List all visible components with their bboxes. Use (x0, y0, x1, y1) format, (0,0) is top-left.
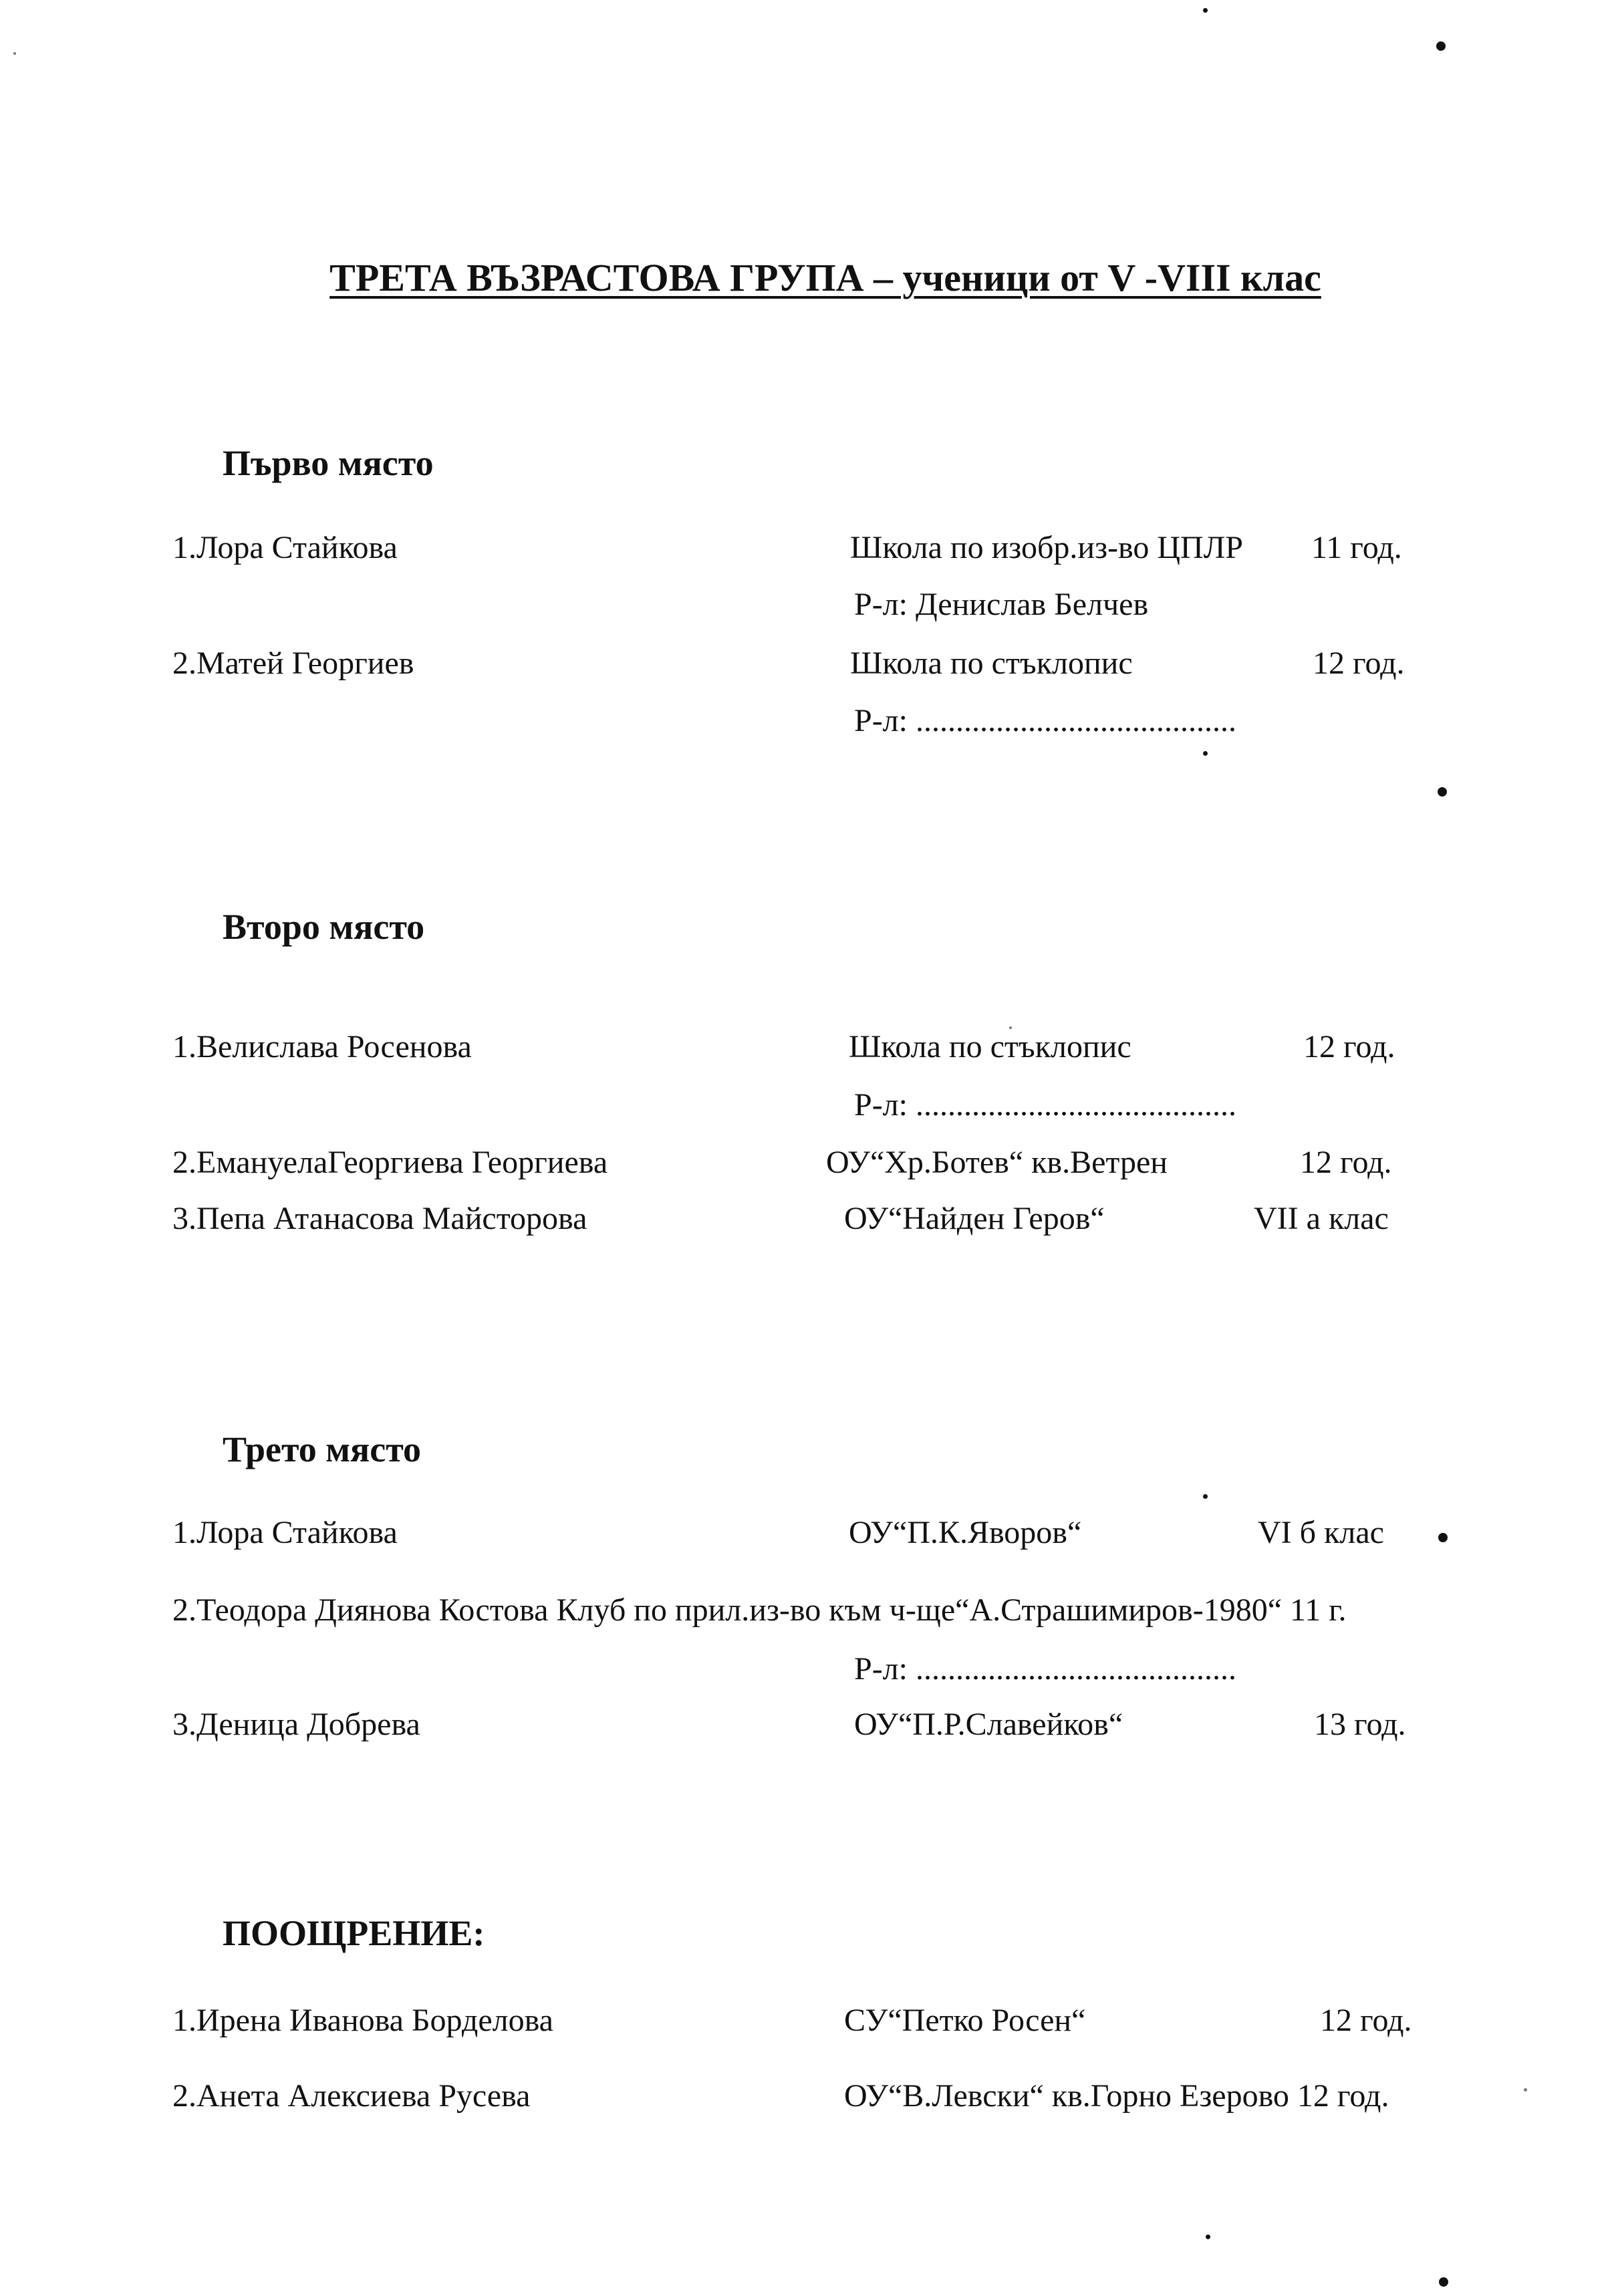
scan-speck (1203, 751, 1208, 756)
entry-school: ОУ“Найден Геров“ (844, 1201, 1105, 1236)
entry-school: Школа по изобр.из-во ЦПЛР (850, 530, 1243, 565)
entry-name: 1.Ирена Иванова Борделова (172, 2003, 553, 2038)
scan-speck (13, 52, 16, 55)
section-heading-third-place: Трето място (223, 1429, 422, 1469)
entry-name: 2.ЕмануелаГеоргиева Георгиева (172, 1145, 608, 1180)
entry-school: ОУ“В.Левски“ кв.Горно Езерово 12 год. (844, 2078, 1389, 2114)
entry-name: 1.Велислава Росенова (172, 1029, 472, 1064)
entry-age: 11 год. (1311, 530, 1402, 565)
scan-speck (1009, 1026, 1012, 1029)
entry-age: 12 год. (1303, 1029, 1395, 1064)
scan-speck (1524, 2088, 1527, 2092)
entry-mentor: Р-л: ........................................ (854, 1651, 1236, 1687)
entry-full-line: 2.Теодора Диянова Костова Клуб по прил.из-во към ч-ще“А.Страшимиров-1980“ 11 г. (172, 1592, 1347, 1628)
section-heading-encouragement: ПООЩРЕНИЕ: (223, 1913, 485, 1953)
entry-school: ОУ“П.Р.Славейков“ (854, 1707, 1123, 1742)
scan-speck (1438, 1533, 1448, 1542)
entry-age: 13 год. (1314, 1707, 1406, 1742)
entry-age: 12 год. (1300, 1145, 1392, 1180)
section-heading-second-place: Второ място (223, 907, 425, 947)
entry-name: 3.Пепа Атанасова Майсторова (172, 1201, 587, 1236)
entry-school: Школа по стъклопис (849, 1029, 1131, 1064)
entry-age: VII а клас (1254, 1201, 1389, 1236)
entry-name: 2.Анета Алексиева Русева (172, 2078, 531, 2114)
scan-speck (1203, 1494, 1208, 1499)
entry-age: 12 год. (1313, 645, 1405, 681)
section-heading-first-place: Първо място (223, 443, 434, 483)
entry-school: ОУ“Хр.Ботев“ кв.Ветрен (826, 1145, 1168, 1180)
entry-name: 1.Лора Стайкова (172, 530, 398, 565)
scan-speck (1438, 787, 1447, 797)
entry-age: VI б клас (1258, 1515, 1384, 1550)
entry-name: 3.Деница Добрева (172, 1707, 420, 1742)
entry-mentor: Р-л: Денислав Белчев (854, 587, 1149, 622)
page-title: ТРЕТА ВЪЗРАСТОВА ГРУПА – ученици от V -VIII клас (329, 256, 1321, 299)
entry-school: СУ“Петко Росен“ (844, 2003, 1086, 2038)
scan-speck (1439, 2277, 1448, 2287)
entry-mentor: Р-л: ........................................ (854, 703, 1236, 738)
entry-mentor: Р-л: ........................................ (854, 1087, 1236, 1123)
entry-name: 1.Лора Стайкова (172, 1515, 398, 1550)
scan-speck (1206, 2235, 1210, 2239)
entry-school: ОУ“П.К.Яворов“ (849, 1515, 1082, 1550)
entry-name: 2.Матей Георгиев (172, 645, 414, 681)
scan-speck (1203, 8, 1208, 13)
scan-speck (1436, 41, 1446, 51)
entry-school: Школа по стъклопис (850, 645, 1133, 681)
entry-age: 12 год. (1320, 2003, 1412, 2038)
